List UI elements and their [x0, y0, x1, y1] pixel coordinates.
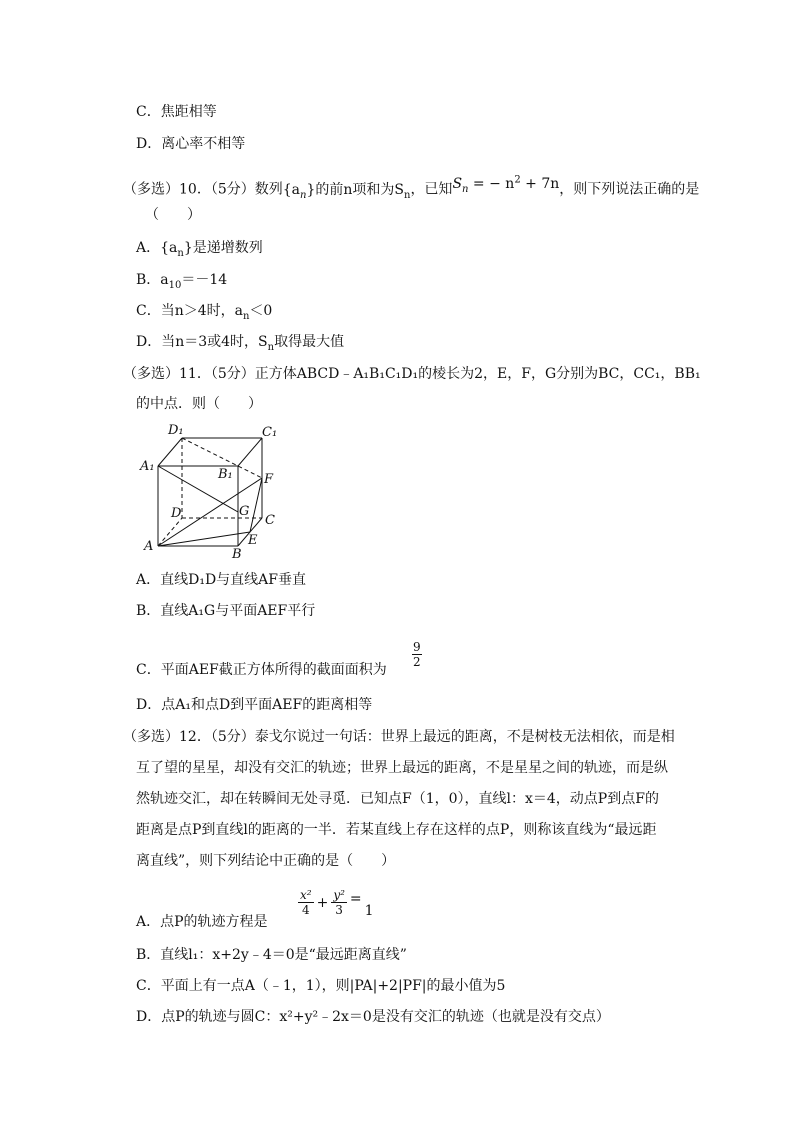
- label-d1: D₁: [168, 423, 184, 438]
- fraction-x2-over-4: $\frac{\text{x²}}{4}$: [300, 888, 312, 917]
- label-a1: A₁: [140, 459, 155, 474]
- q10-option-b: B．$a_{10}=-14$: [136, 272, 228, 291]
- q12-option-a: A．点P的轨迹方程是: [136, 914, 268, 930]
- label-b: B: [232, 547, 242, 562]
- q11-option-c-fraction: 9 2: [413, 640, 421, 669]
- equation-rhs: 1: [364, 902, 374, 919]
- label-g: G: [239, 504, 250, 519]
- q11-stem-line2: 的中点．则（ ）: [136, 396, 262, 412]
- q11-option-d: D．点A₁和点D到平面AEF的距离相等: [136, 697, 373, 713]
- q12-option-a-equation: [298, 888, 374, 917]
- label-e: E: [248, 533, 258, 548]
- q11-option-b: B．直线A₁G与平面AEF平行: [136, 603, 316, 619]
- segment-e-f: [250, 478, 262, 532]
- equals-sign: =: [349, 890, 362, 907]
- segment-a-e: [158, 532, 250, 546]
- edge-b1-c1: [238, 438, 262, 466]
- q9-option-c: C．焦距相等: [136, 104, 217, 120]
- q10-formula: $S_n$ = − $n^2 + 7n$: [452, 174, 560, 195]
- label-b1: B₁: [218, 467, 233, 482]
- q11-option-a: A．直线D₁D与直线AF垂直: [136, 572, 306, 588]
- q10-mid: 的前n项和为$S_n$: [315, 181, 411, 201]
- q12-option-d: D．点P的轨迹与圆C：x²+y²﹣2x＝0是没有交汇的轨迹（也就是没有交点）: [136, 1009, 610, 1025]
- cube-figure: [136, 420, 286, 562]
- q12-stem-line1: （多选）12．（5分）泰戈尔说过一句话：世界上最远的距离，不是树枝无法相依，而是相: [123, 729, 675, 745]
- q10-paren: （ ）: [145, 207, 201, 223]
- label-a: A: [144, 539, 154, 554]
- q12-stem-line4: 距离是点P到直线l的距离的一半．若某直线上存在这样的点P，则称该直线为“最远距: [136, 822, 657, 838]
- q12-option-c: C．平面上有一点A（﹣1，1），则|PA|+2|PF|的最小值为5: [136, 978, 506, 994]
- q10-stem: [123, 176, 699, 205]
- label-c: C: [265, 513, 275, 528]
- fraction-y2-over-3: $\frac{\text{y²}}{3}$: [333, 888, 345, 917]
- q10-prefix: （多选）10．（5分）数列: [123, 181, 283, 198]
- plus-sign: +: [316, 894, 329, 911]
- q9-option-d: D．离心率不相等: [136, 136, 246, 152]
- q12-option-b: B．直线l₁：x+2y﹣4＝0是“最远距离直线”: [136, 947, 407, 963]
- label-f: F: [264, 472, 274, 487]
- label-c1: C₁: [262, 425, 278, 440]
- q10-option-d: D．当n＝3或4时，$S_n$取得最大值: [136, 334, 345, 353]
- q10-option-a: A．$\{a_n\}$是递增数列: [136, 240, 263, 259]
- q10-known: ，已知: [410, 181, 453, 198]
- q12-stem-line2: 互了望的星星，却没有交汇的轨迹；世界上最远的距离，不是星星之间的轨迹，而是纵: [136, 760, 668, 776]
- q10-seq: $\{a_n\}$: [282, 181, 316, 201]
- q11-option-c: C．平面AEF截正方体所得的截面面积为: [136, 662, 387, 678]
- q12-stem-line5: 离直线”，则下列结论中正确的是（ ）: [136, 853, 396, 869]
- q10-option-c: C．当n＞4时，$a_n<0$: [136, 303, 273, 322]
- hidden-edge-a-d: [158, 518, 182, 546]
- label-d: D: [171, 506, 182, 521]
- edge-a1-d1: [158, 438, 182, 466]
- q11-stem-line1: （多选）11．（5分）正方体ABCD﹣A₁B₁C₁D₁的棱长为2，E，F，G分别为BC，CC₁，BB₁: [123, 366, 701, 382]
- q12-stem-line3: 然轨迹交汇，却在转瞬间无处寻觅．已知点F（1，0），直线l：x＝4，动点P到点F的: [136, 791, 659, 807]
- q10-suffix: ，则下列说法正确的是: [559, 181, 700, 198]
